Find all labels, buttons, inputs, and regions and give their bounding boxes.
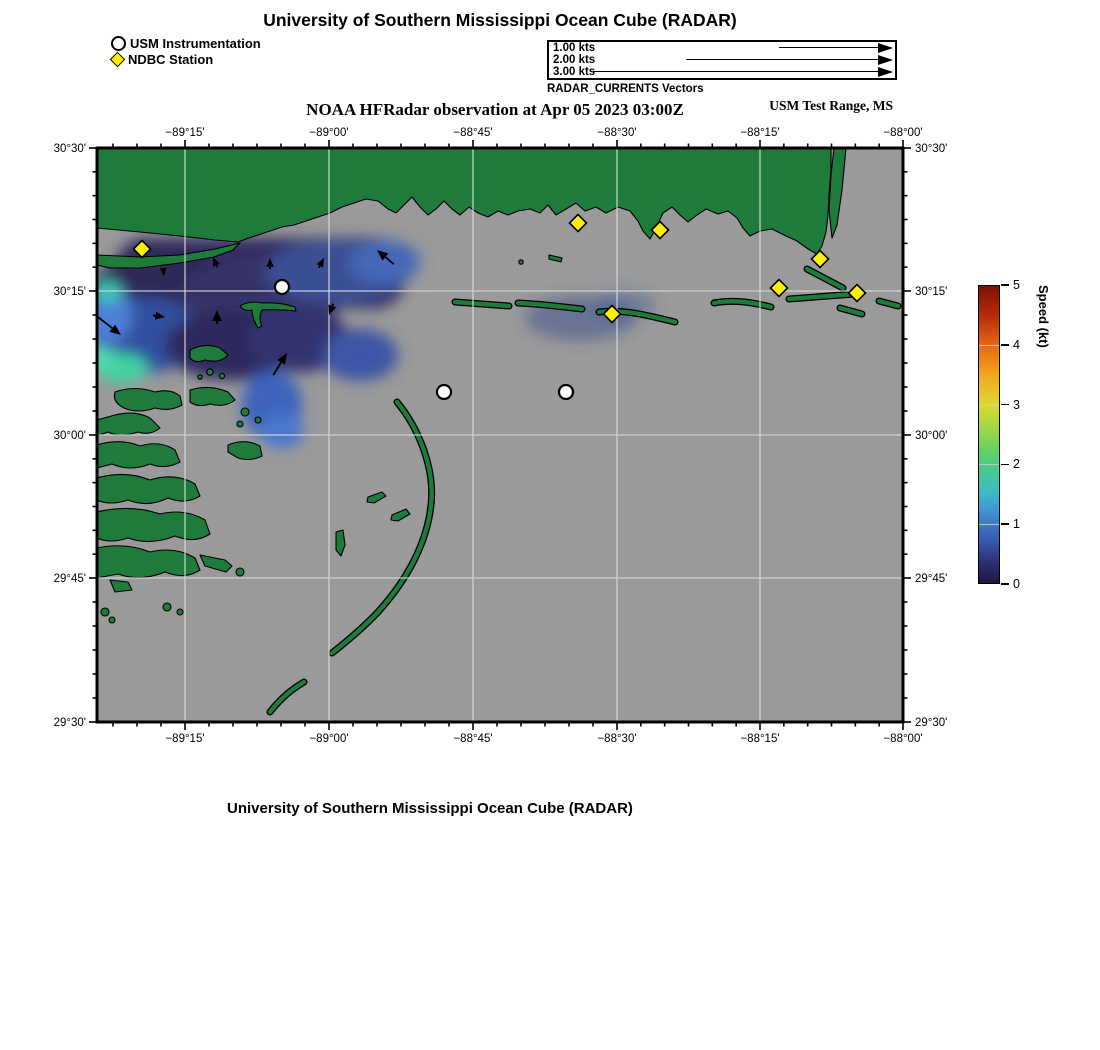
usm-instrumentation-icon bbox=[111, 36, 126, 51]
region-label: USM Test Range, MS bbox=[769, 98, 893, 113]
axis-tick-label: −89°00' bbox=[309, 733, 349, 745]
axis-tick-label: 30°15' bbox=[53, 286, 86, 298]
colorbar-tick-label: 2 bbox=[1013, 457, 1020, 472]
colorbar-tick bbox=[1001, 583, 1009, 585]
vector-scale-label: 1.00 kts bbox=[553, 42, 596, 54]
usm-instrumentation-marker bbox=[275, 280, 289, 294]
vector-scale-row bbox=[549, 66, 895, 78]
usm-instrumentation-marker bbox=[559, 385, 573, 399]
legend-row-usm bbox=[111, 36, 261, 51]
colorbar-tick-label: 1 bbox=[1013, 517, 1020, 532]
ndbc-station-icon bbox=[110, 52, 126, 68]
vector-scale-arrow bbox=[779, 47, 879, 48]
axis-tick-label: −88°15' bbox=[740, 127, 780, 139]
axis-tick-label: 30°00' bbox=[915, 430, 948, 442]
vector-scale-row bbox=[549, 54, 895, 66]
axis-tick-label: −88°45' bbox=[453, 127, 493, 139]
axis-tick-label: −88°45' bbox=[453, 733, 493, 745]
legend bbox=[111, 36, 261, 68]
vector-scale-arrowhead bbox=[878, 43, 893, 53]
usm-instrumentation-marker bbox=[437, 385, 451, 399]
axis-tick-label: −88°30' bbox=[597, 127, 637, 139]
colorbar-label: Speed (kt) bbox=[1036, 285, 1051, 348]
colorbar-tick-label: 0 bbox=[1013, 577, 1020, 591]
colorbar-tick-label: 5 bbox=[1013, 278, 1020, 292]
axis-tick-label: 29°45' bbox=[915, 573, 948, 585]
axis-tick-label: −89°15' bbox=[165, 733, 205, 745]
vector-scale-arrow bbox=[593, 71, 879, 72]
colorbar-tick bbox=[1001, 404, 1009, 406]
bottom-page-title: University of Southern Mississippi Ocean Cube (RADAR) bbox=[227, 800, 633, 817]
axis-tick-label: −88°00' bbox=[883, 733, 923, 745]
axis-tick-label: 29°30' bbox=[53, 717, 86, 729]
axis-tick-label: 29°45' bbox=[53, 573, 86, 585]
axis-tick-label: 30°30' bbox=[53, 143, 86, 155]
colorbar-tick-label: 4 bbox=[1013, 337, 1020, 352]
vector-scale-arrowhead bbox=[878, 55, 893, 65]
colorbar-tick bbox=[1001, 284, 1009, 286]
axis-tick-label: 30°15' bbox=[915, 286, 948, 298]
speed-colorbar bbox=[978, 285, 1000, 584]
vector-scale-rows bbox=[549, 42, 895, 78]
vector-scale-box bbox=[547, 40, 897, 80]
current-vector-tail bbox=[332, 304, 333, 306]
axis-tick-label: 30°30' bbox=[915, 143, 948, 155]
legend-row-ndbc bbox=[111, 52, 261, 67]
colorbar-tick-label: 3 bbox=[1013, 397, 1020, 412]
current-vector-tail bbox=[319, 266, 320, 268]
axis-tick-label: −89°00' bbox=[309, 127, 349, 139]
axis-tick-label: −88°15' bbox=[740, 733, 780, 745]
legend-ndbc-label: NDBC Station bbox=[128, 52, 214, 67]
axis-tick-label: 30°00' bbox=[53, 430, 86, 442]
vector-scale-label: 3.00 kts bbox=[553, 66, 596, 78]
vector-scale-arrow bbox=[686, 59, 879, 60]
axis-tick-label: 29°30' bbox=[915, 717, 948, 729]
axis-tick-label: −88°00' bbox=[883, 127, 923, 139]
legend-usm-label: USM Instrumentation bbox=[130, 36, 261, 51]
vector-scale-label: 2.00 kts bbox=[553, 54, 596, 66]
vector-scale-caption: RADAR_CURRENTS Vectors bbox=[547, 83, 704, 95]
axis-tick-label: −88°30' bbox=[597, 733, 637, 745]
colorbar-gridline bbox=[979, 464, 999, 465]
colorbar-gridline bbox=[979, 345, 999, 346]
vector-scale-arrowhead bbox=[878, 67, 893, 77]
vector-scale-row bbox=[549, 42, 895, 54]
current-vector-tail bbox=[216, 265, 217, 267]
axis-tick-label: −89°15' bbox=[165, 127, 205, 139]
colorbar-tick bbox=[1001, 464, 1009, 466]
colorbar-tick bbox=[1001, 344, 1009, 346]
colorbar-gridline bbox=[979, 405, 999, 406]
observation-subtitle: NOAA HFRadar observation at Apr 05 2023 03:00Z bbox=[306, 100, 684, 119]
colorbar-gridline bbox=[979, 524, 999, 525]
page-title: University of Southern Mississippi Ocean Cube (RADAR) bbox=[263, 10, 737, 30]
colorbar-tick bbox=[1001, 523, 1009, 525]
